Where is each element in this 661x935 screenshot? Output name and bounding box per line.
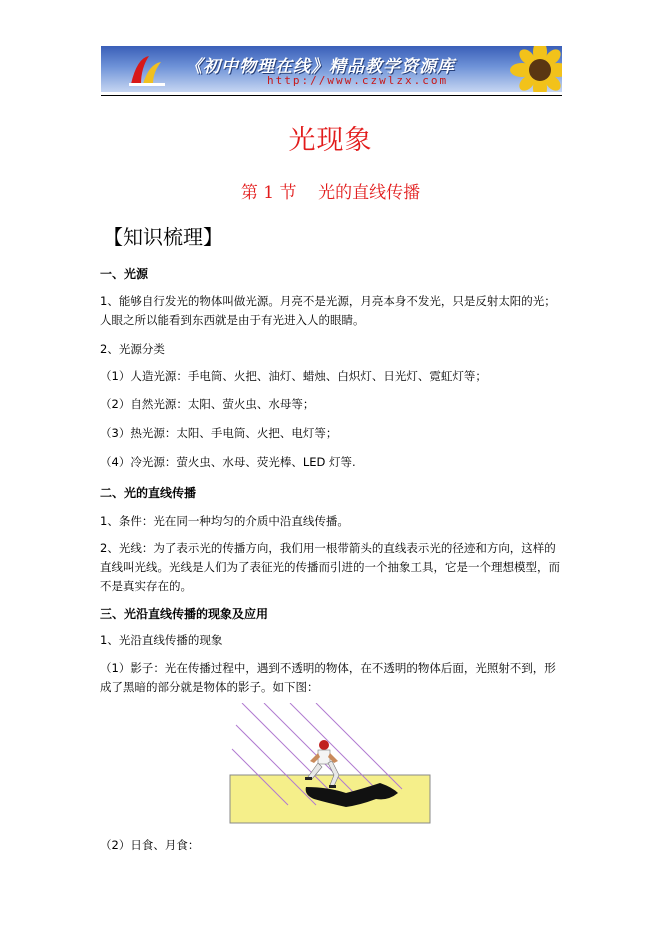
paragraph-condition: 1、条件：光在同一种均匀的介质中沿直线传播。 [100,514,349,528]
heading-light-source: 一、光源 [100,267,149,281]
section-subtitle: 第 1 节 光的直线传播 [240,183,421,203]
heading-straight-line: 二、光的直线传播 [100,486,197,500]
paragraph-eclipse: （2）日食、月食： [100,838,200,852]
paragraph-cold-sources: （4）冷光源：萤火虫、水母、荧光棒、LED 灯等. [100,455,356,469]
page-title: 光现象 [288,125,373,156]
banner-url: http://www.czwlzx.com [267,74,449,87]
paragraph-shadow: （1）影子：光在传播过程中，遇到不透明的物体，在不透明的物体后面，光照射不到，形成了黑暗的部分就是物体的影子。如下图： [100,661,556,694]
paragraph-source-types: 2、光源分类 [100,342,165,356]
header-divider [101,95,562,96]
shadow-illustration [228,703,434,825]
paragraph-phenomena: 1、光沿直线传播的现象 [100,633,223,647]
paragraph-hot-sources: （3）热光源：太阳、手电筒、火把、电灯等； [100,426,338,440]
header-banner [101,46,562,92]
paragraph-light-source-def: 1、能够自行发光的物体叫做光源。月亮不是光源，月亮本身不发光，只是反射太阳的光；人眼之所以能看到东西就是由于有光进入人的眼睛。 [100,294,556,327]
heading-phenomena: 三、光沿直线传播的现象及应用 [100,607,269,621]
paragraph-natural-sources: （2）自然光源：太阳、萤火虫、水母等； [100,397,315,411]
section-heading: 【知识梳理】 [103,225,223,249]
sunflower-icon [498,46,562,92]
paragraph-artificial-sources: （1）人造光源：手电筒、火把、油灯、蜡烛、白炽灯、日光灯、霓虹灯等； [100,369,487,383]
site-logo-icon [127,54,167,88]
paragraph-light-ray: 2、光线：为了表示光的传播方向，我们用一根带箭头的直线表示光的径迹和方向，这样的直线叫光线。光线是人们为了表征光的传播而引进的一个抽象工具，它是一个理想模型，而不是真实存在的。 [100,541,560,593]
banner-title: 《初中物理在线》精品教学资源库 [185,57,455,77]
